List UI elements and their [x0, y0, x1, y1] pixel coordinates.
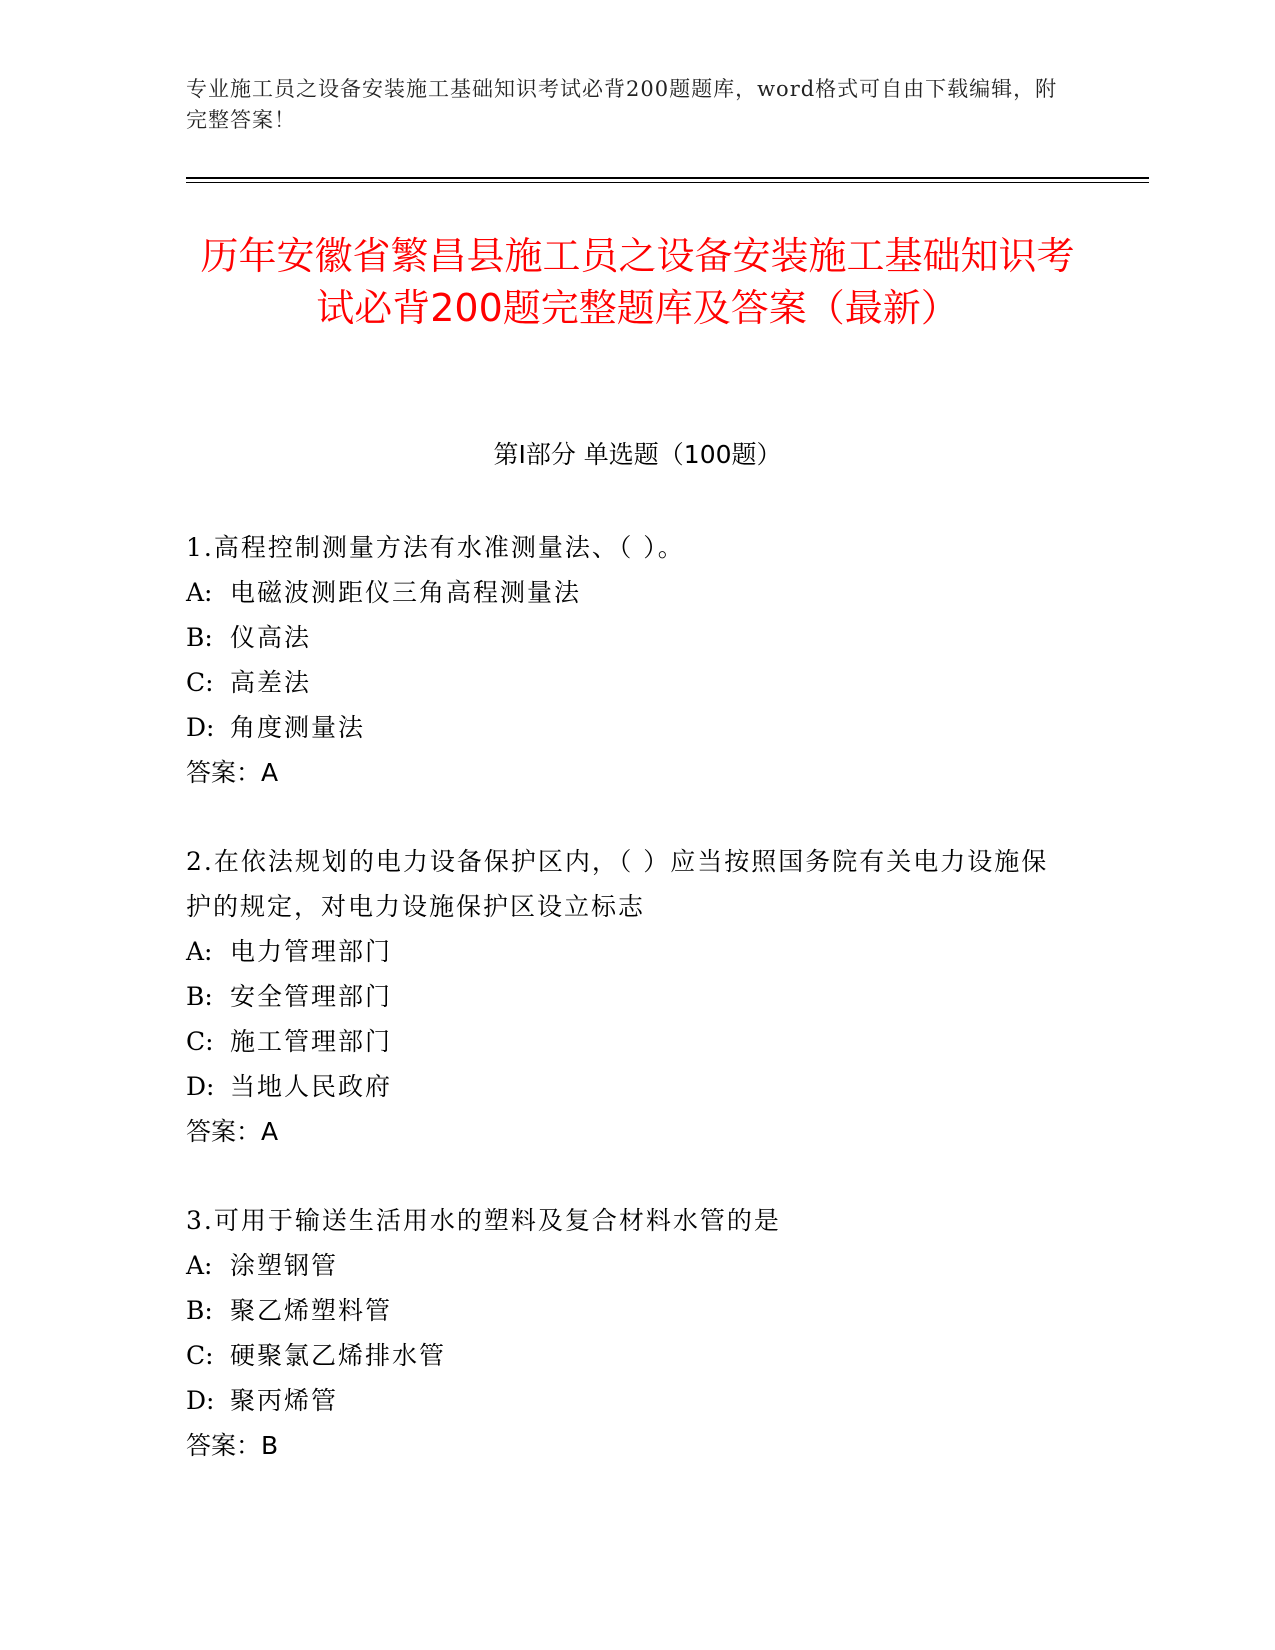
- answer-line: [186, 750, 1066, 795]
- option-text: 电磁波测距仪三角高程测量法: [230, 578, 582, 607]
- question-stem: 2.在依法规划的电力设备保护区内，（ ）应当按照国务院有关电力设施保护的规定，对电力设施保护区设立标志: [186, 847, 1049, 921]
- option-text: 硬聚氯乙烯排水管: [230, 1341, 447, 1370]
- question-stem: 1.高程控制测量方法有水准测量法、（ ）。: [186, 533, 685, 562]
- option-letter: C:: [186, 668, 214, 697]
- option-letter: B:: [186, 1296, 213, 1325]
- section-title: 第I部分 单选题（100题）: [493, 440, 782, 469]
- option-b: [186, 615, 1066, 660]
- answer-value: A: [261, 1117, 279, 1146]
- option-c: [186, 660, 1066, 705]
- option-a: [186, 1243, 1066, 1288]
- option-text: 仪高法: [230, 623, 312, 652]
- option-a: [186, 929, 1066, 974]
- option-letter: B:: [186, 982, 213, 1011]
- option-d: [186, 705, 1066, 750]
- option-letter: C:: [186, 1341, 214, 1370]
- option-text: 电力管理部门: [230, 937, 393, 966]
- option-c: [186, 1019, 1066, 1064]
- option-b: [186, 974, 1066, 1019]
- option-text: 施工管理部门: [230, 1027, 393, 1056]
- option-text: 角度测量法: [230, 713, 366, 742]
- answer-line: [186, 1109, 1066, 1154]
- option-text: 聚丙烯管: [230, 1386, 339, 1415]
- option-text: 聚乙烯塑料管: [230, 1296, 393, 1325]
- option-letter: A:: [186, 1251, 213, 1280]
- question-2: [186, 839, 1066, 1154]
- header-divider-thick: [186, 177, 1149, 179]
- header-note: 专业施工员之设备安装施工基础知识考试必背200题题库，word格式可自由下载编辑，附完整答案！: [186, 77, 1058, 132]
- question-3: [186, 1198, 1066, 1468]
- option-letter: B:: [186, 623, 213, 652]
- option-letter: D:: [186, 1386, 215, 1415]
- question-list: [186, 525, 1066, 1512]
- question-stem: 3.可用于输送生活用水的塑料及复合材料水管的是: [186, 1206, 781, 1235]
- option-text: 安全管理部门: [230, 982, 393, 1011]
- answer-line: [186, 1423, 1066, 1468]
- answer-value: A: [261, 758, 279, 787]
- option-text: 当地人民政府: [230, 1072, 393, 1101]
- option-text: 涂塑钢管: [230, 1251, 339, 1280]
- option-letter: A:: [186, 937, 213, 966]
- header-divider-thin: [186, 182, 1149, 183]
- option-d: [186, 1378, 1066, 1423]
- option-letter: C:: [186, 1027, 214, 1056]
- answer-label: 答案：: [186, 1431, 262, 1460]
- option-letter: D:: [186, 1072, 215, 1101]
- option-c: [186, 1333, 1066, 1378]
- option-b: [186, 1288, 1066, 1333]
- option-a: [186, 570, 1066, 615]
- option-text: 高差法: [230, 668, 312, 697]
- answer-label: 答案：: [186, 1117, 262, 1146]
- document-title: 历年安徽省繁昌县施工员之设备安装施工基础知识考试必背200题完整题库及答案（最新）: [200, 234, 1075, 330]
- option-letter: D:: [186, 713, 215, 742]
- option-letter: A:: [186, 578, 213, 607]
- answer-label: 答案：: [186, 758, 262, 787]
- answer-value: B: [261, 1431, 279, 1460]
- question-1: [186, 525, 1066, 795]
- option-d: [186, 1064, 1066, 1109]
